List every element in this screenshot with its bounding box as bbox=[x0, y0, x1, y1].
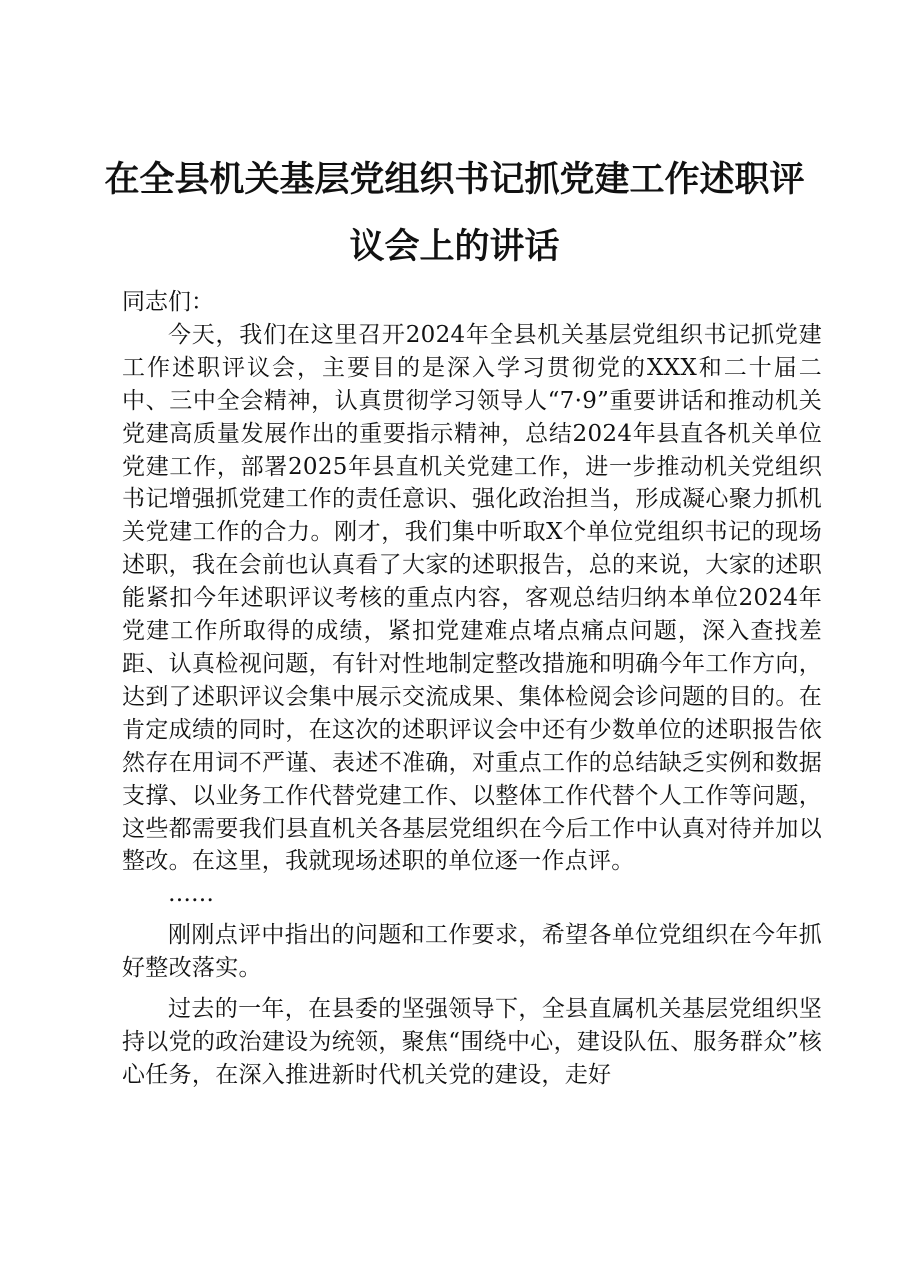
document-body bbox=[122, 286, 822, 1092]
paragraph-past-year: 过去的一年，在县委的坚强领导下，全县直属机关基层党组织坚持以党的政治建设为统领，聚焦“围绕中心，建设队伍、服务群众”核心任务，在深入推进新时代机关党的建设，走好 bbox=[122, 996, 822, 1088]
paragraph-requirements: 刚刚点评中指出的问题和工作要求，希望各单位党组织在今年抓好整改落实。 bbox=[122, 922, 822, 982]
document-title-line-1: 在全县机关基层党组织书记抓党建工作述职评 bbox=[104, 159, 805, 200]
paragraph-opening: 今天，我们在这里召开2024年全县机关基层党组织书记抓党建工作述职评议会，主要目的是深入学习贯彻党的XXX和二十届二中、三中全会精神，认真贯彻学习领导人“7·9”重要讲话和推动机关党建高质量发展作出的重要指示精神，总结2024年县直各机关单位党建工作，部署2025年县直机关党建工作，进一步推动机关党组织书记增强抓党建工作的责任意识、强化政治担当，形成凝心聚力抓机关党建工作的合力。刚才，我们集中听取X个单位党组织书记的现场述职，我在会前也认真看了大家的述职报告，总的来说，大家的述职能紧扣今年述职评议考核的重点内容，客观总结归纳本单位2024年党建工作所取得的成绩，紧扣党建难点堵点痛点问题，深入查找差距、认真检视问题，有针对性地制定整改措施和明确今年工作方向，达到了述职评议会集中展示交流成果、集体检阅会诊问题的目的。在肯定成绩的同时，在这次的述职评议会中还有少数单位的述职报告依然存在用词不严谨、表述不准确，对重点工作的总结缺乏实例和数据支撑、以业务工作代替党建工作、以整体工作代替个人工作等问题，这些都需要我们县直机关各基层党组织在今后工作中认真对待并加以整改。在这里，我就现场述职的单位逐一作点评。 bbox=[122, 321, 822, 875]
document-title-line-2: 议会上的讲话 bbox=[349, 226, 560, 267]
salutation: 同志们： bbox=[122, 289, 214, 315]
omission-ellipsis: …… bbox=[168, 881, 214, 908]
